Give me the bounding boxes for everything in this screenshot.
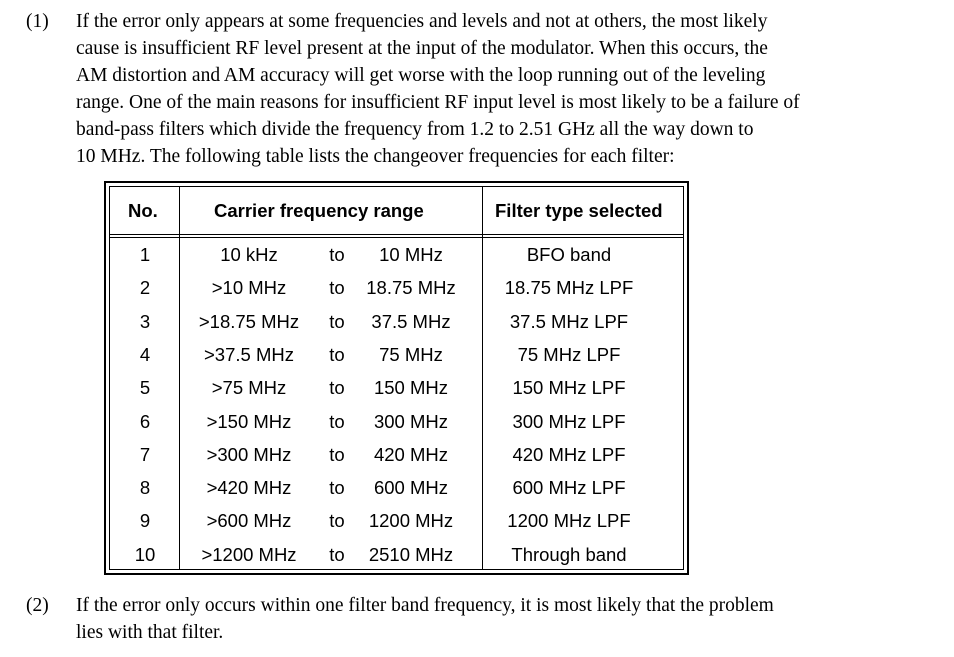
cell-no: 2 [139, 277, 151, 299]
paragraph-number: (1) [26, 11, 49, 32]
text-line: If the error only occurs within one filter band frequency, it is most likely that the problem [76, 595, 774, 616]
cell-range-from: >10 MHz [211, 277, 287, 299]
cell-range-from: >150 MHz [206, 410, 292, 432]
header-range: Carrier frequency range [214, 200, 424, 221]
cell-range-to: to [329, 343, 345, 365]
table-row [110, 411, 683, 444]
cell-no: 1 [139, 244, 151, 265]
table-row [110, 510, 683, 543]
cell-range-to: to [329, 310, 345, 332]
text-line: lies with that filter. [76, 622, 224, 643]
cell-range-upper: 75 MHz [379, 343, 443, 365]
cell-filter: 300 MHz LPF [512, 410, 626, 432]
cell-no: 6 [139, 410, 151, 432]
cell-range-from: >420 MHz [206, 477, 292, 499]
cell-filter: 75 MHz LPF [517, 343, 621, 365]
table-row [110, 244, 683, 277]
cell-range-from: >37.5 MHz [204, 343, 294, 365]
text-line: If the error only appears at some frequencies and levels and not at others, the most likely [76, 11, 768, 32]
cell-range-upper: 420 MHz [373, 443, 449, 465]
cell-no: 4 [139, 343, 151, 365]
cell-range-upper: 1200 MHz [368, 510, 454, 532]
text-line: AM distortion and AM accuracy will get worse with the loop running out of the leveling [76, 65, 766, 86]
cell-range-upper: 300 MHz [373, 410, 449, 432]
paragraph-number: (2) [26, 595, 49, 616]
header-filter: Filter type selected [495, 200, 663, 221]
paragraph-body [76, 592, 951, 646]
header-rule [110, 234, 683, 238]
cell-no: 5 [139, 377, 151, 399]
cell-range-from: 10 kHz [220, 244, 278, 265]
table-row [110, 311, 683, 344]
text-line: band-pass filters which divide the frequency from 1.2 to 2.51 GHz all the way down to [76, 119, 754, 140]
cell-filter: 37.5 MHz LPF [509, 310, 629, 332]
cell-range-upper: 150 MHz [373, 377, 449, 399]
cell-no: 8 [139, 477, 151, 499]
cell-range-to: to [329, 510, 345, 532]
cell-range-upper: 10 MHz [379, 244, 443, 265]
paragraph-body [76, 8, 951, 170]
cell-range-to: to [329, 244, 345, 265]
cell-range-upper: 600 MHz [373, 477, 449, 499]
cell-range-to: to [329, 277, 345, 299]
cell-range-upper: 2510 MHz [368, 543, 454, 565]
cell-range-upper: 18.75 MHz [366, 277, 456, 299]
cell-range-to: to [329, 377, 345, 399]
cell-no: 9 [139, 510, 151, 532]
filter-table [104, 181, 689, 575]
cell-range-from: >75 MHz [211, 377, 287, 399]
header-no: No. [128, 200, 158, 221]
text-line: 10 MHz. The following table lists the changeover frequencies for each filter: [76, 146, 675, 167]
table-row [110, 377, 683, 410]
cell-filter: Through band [511, 543, 627, 565]
table-row [110, 544, 683, 577]
cell-filter: 150 MHz LPF [512, 377, 626, 399]
cell-range-from: >300 MHz [206, 443, 292, 465]
table-row [110, 344, 683, 377]
cell-range-from: >18.75 MHz [198, 310, 300, 332]
text-line: cause is insufficient RF level present at the input of the modulator. When this occurs, the [76, 38, 768, 59]
cell-no: 7 [139, 443, 151, 465]
cell-range-from: >1200 MHz [201, 543, 297, 565]
cell-filter: BFO band [526, 244, 612, 265]
cell-filter: 420 MHz LPF [512, 443, 626, 465]
cell-filter: 600 MHz LPF [512, 477, 626, 499]
cell-filter: 18.75 MHz LPF [504, 277, 634, 299]
text-line: range. One of the main reasons for insufficient RF input level is most likely to be a failure of [76, 92, 800, 113]
cell-range-to: to [329, 477, 345, 499]
table-row [110, 477, 683, 510]
cell-no: 10 [134, 543, 156, 565]
cell-range-upper: 37.5 MHz [371, 310, 451, 332]
table-frame [109, 186, 684, 570]
cell-range-to: to [329, 410, 345, 432]
cell-no: 3 [139, 310, 151, 332]
table-row [110, 444, 683, 477]
table-row [110, 277, 683, 310]
cell-range-from: >600 MHz [206, 510, 292, 532]
cell-range-to: to [329, 443, 345, 465]
cell-filter: 1200 MHz LPF [507, 510, 631, 532]
cell-range-to: to [329, 543, 345, 565]
